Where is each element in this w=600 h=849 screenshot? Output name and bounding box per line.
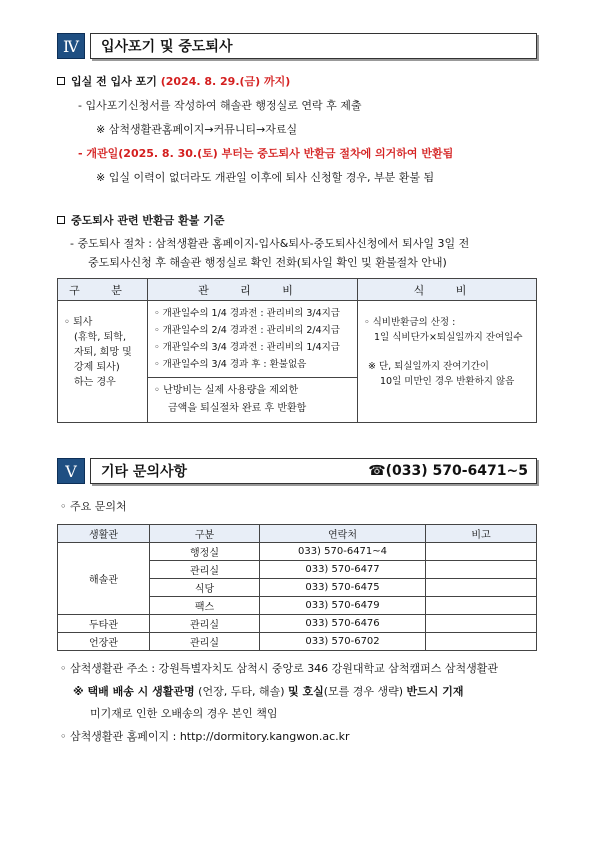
checkbox-square-icon xyxy=(57,77,65,85)
section5-phone: ☎(033) 570-6471~5 xyxy=(368,463,528,479)
refund-heating-cell: ◦ 난방비는 실제 사용량을 제외한 금액을 퇴실절차 완료 후 반환함 xyxy=(148,378,358,423)
contact-dorm: 언장관 xyxy=(58,633,150,651)
section4-header xyxy=(57,33,537,59)
contact-phone: 033) 570-6479 xyxy=(260,597,426,615)
contact-dept: 팩스 xyxy=(150,597,260,615)
contact-note xyxy=(426,633,537,651)
contact-header-note: 비고 xyxy=(426,525,537,543)
contact-header-dorm: 생활관 xyxy=(58,525,150,543)
mgmt-rule: ◦ 개관일수의 3/4 경과 후 : 환불없음 xyxy=(154,359,307,370)
contact-dept: 관리실 xyxy=(150,633,260,651)
section5-title: 기타 문의사항 ☎(033) 570-6471~5 xyxy=(90,458,537,484)
contact-phone: 033) 570-6477 xyxy=(260,561,426,579)
bullet-cancel: 입실 전 입사 포기 (2024. 8. 29.(금) 까지) xyxy=(57,75,290,89)
refund-line1: - 중도퇴사 절차 : 삼척생활관 홈페이지-입사&퇴사-중도퇴사신청에서 퇴사일 3일 전 xyxy=(70,237,470,250)
refund-meal-cell: ◦ 식비반환금의 산정 : 1일 식비단가×퇴실일까지 잔여일수 ※ 단, 퇴실일까지 잔여기간이 10일 미만인 경우 반환하지 않음 xyxy=(358,301,537,423)
address: ◦ 삼척생활관 주소 : 강원특별자치도 삼척시 중앙로 346 강원대학교 삼척캠퍼스 삼척생활관 xyxy=(60,662,499,675)
cancel-item1-note: ※ 삼척생활관홈페이지→커뮤니티→자료실 xyxy=(96,123,298,136)
contact-table xyxy=(57,524,537,651)
contact-dorm: 해솔관 xyxy=(58,543,150,615)
contact-header-dept: 구분 xyxy=(150,525,260,543)
refund-table xyxy=(57,278,537,423)
contact-dept: 관리실 xyxy=(150,615,260,633)
contact-header-phone: 연락처 xyxy=(260,525,426,543)
delivery-note: 미기재로 인한 오배송의 경우 본인 책임 xyxy=(90,707,278,720)
contact-note xyxy=(426,615,537,633)
refund-header-mgmt: 관 리 비 xyxy=(148,279,358,301)
refund-line2: 중도퇴사신청 후 해솔관 행정실로 확인 전화(퇴사일 확인 및 환불절차 안내) xyxy=(88,256,447,269)
cancel-item2: - 개관일(2025. 8. 30.(토) 부터는 중도퇴사 반환금 절차에 의거하여 반환됨 xyxy=(78,147,454,160)
section5-header xyxy=(57,458,537,484)
mgmt-rule: ◦ 개관일수의 2/4 경과전 : 관리비의 2/4지급 xyxy=(154,325,340,336)
contact-dept: 관리실 xyxy=(150,561,260,579)
contact-note xyxy=(426,561,537,579)
mgmt-rule: ◦ 개관일수의 1/4 경과전 : 관리비의 3/4지급 xyxy=(154,308,340,319)
cancel-item2-note: ※ 입실 이력이 없더라도 개관일 이후에 퇴사 신청할 경우, 부분 환불 됨 xyxy=(96,171,435,184)
contact-note xyxy=(426,579,537,597)
mgmt-rule: ◦ 개관일수의 3/4 경과전 : 관리비의 1/4지급 xyxy=(154,342,340,353)
section4-title: 입사포기 및 중도퇴사 xyxy=(90,33,537,59)
contact-phone: 033) 570-6475 xyxy=(260,579,426,597)
contact-phone: 033) 570-6476 xyxy=(260,615,426,633)
bullet-refund: 중도퇴사 관련 반환금 환불 기준 xyxy=(57,214,224,228)
homepage: ◦ 삼척생활관 홈페이지 : http://dormitory.kangwon.ac.kr xyxy=(60,730,350,743)
refund-mgmt-rules xyxy=(148,301,358,378)
contact-dept: 행정실 xyxy=(150,543,260,561)
table-row xyxy=(58,543,537,561)
checkbox-square-icon xyxy=(57,216,65,224)
contact-note xyxy=(426,543,537,561)
table-row xyxy=(58,633,537,651)
delivery-notice: ※ 택배 배송 시 생활관명 (언장, 두타, 해솔) 및 호실(모를 경우 생략) 반드시 기재 xyxy=(73,685,464,698)
table-row xyxy=(58,615,537,633)
contact-note xyxy=(426,597,537,615)
contacts-label: ◦ 주요 문의처 xyxy=(60,500,127,513)
refund-header-meal: 식 비 xyxy=(358,279,537,301)
refund-category-cell: ◦ 퇴사 (휴학, 퇴학, 자퇴, 희망 및 강제 퇴사) 하는 경우 xyxy=(58,301,148,423)
contact-phone: 033) 570-6702 xyxy=(260,633,426,651)
cancel-deadline: (2024. 8. 29.(금) 까지) xyxy=(160,75,291,88)
cancel-item1: - 입사포기신청서를 작성하여 해솔관 행정실로 연락 후 제출 xyxy=(78,99,362,112)
contact-phone: 033) 570-6471~4 xyxy=(260,543,426,561)
section4-number: Ⅳ xyxy=(57,33,85,59)
refund-header-category: 구 분 xyxy=(58,279,148,301)
contact-dorm: 두타관 xyxy=(58,615,150,633)
section5-number: Ⅴ xyxy=(57,458,85,484)
contact-dept: 식당 xyxy=(150,579,260,597)
